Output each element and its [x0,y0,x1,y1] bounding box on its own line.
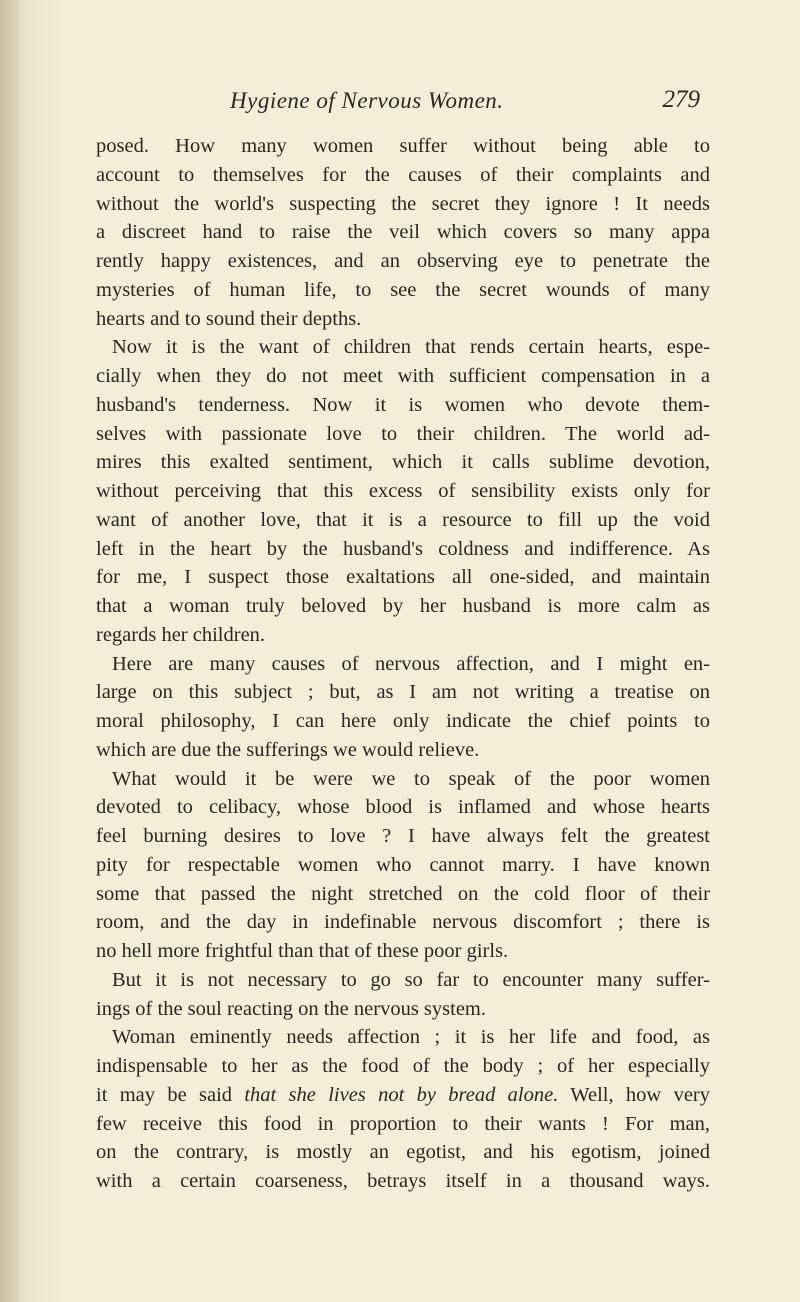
text-segment: Well, how very [558,1083,710,1106]
text-line: no hell more frightful than that of these poor girls. [96,940,509,962]
text-line: What would it be were we to speak of the poor women [112,767,710,790]
text-line: indispensable to her as the food of the body ; of her especially [96,1055,710,1077]
text-line: which are due the sufferings we would relieve. [96,738,480,761]
text-line: without perceiving that this excess of sensibility exists only for [96,480,710,502]
italic-quote: that she lives not by bread alone. [244,1083,559,1106]
text-line: mires this exalted sentiment, which it calls sublime devotion, [96,451,710,474]
text-line: some that passed the night stretched on the cold floor of their [96,882,710,905]
page-header [230,88,700,122]
body-text [96,132,710,1196]
text-line: But it is not necessary to go so far to encounter many suffer- [112,968,710,991]
text-line: want of another love, that it is a resource to fill up the void [96,508,710,531]
text-line: a discreet hand to raise the veil which covers so many appa [96,221,710,244]
text-line: mysteries of human life, to see the secret wounds of many [96,278,710,301]
text-line: that a woman truly beloved by her husband is more calm as [96,595,710,617]
running-title: Hygiene of Nervous Women. [230,88,504,113]
text-line: room, and the day in indefinable nervous discomfort ; there is [96,911,710,934]
text-line: rently happy existences, and an observing eye to penetrate the [96,250,710,272]
binding-shadow [0,0,22,1302]
text-line: regards her children. [96,623,266,646]
text-line: devoted to celibacy, whose blood is inflamed and whose hearts [96,796,710,819]
text-line: ings of the soul reacting on the nervous system. [96,997,487,1020]
text-line-with-italic [96,1081,710,1110]
text-line: Woman eminently needs affection ; it is her life and food, as [112,1026,710,1049]
text-line: selves with passionate love to their children. The world ad- [96,422,710,445]
text-segment: it may be said [96,1083,245,1106]
text-line: husband's tenderness. Now it is women who devote them- [96,393,710,416]
text-line: few receive this food in proportion to their wants ! For man, [96,1112,710,1135]
text-line: large on this subject ; but, as I am not writing a treatise on [96,681,710,704]
text-line: hearts and to sound their depths. [96,307,362,330]
text-line: for me, I suspect those exaltations all one-sided, and maintain [96,566,710,589]
text-line: Here are many causes of nervous affection, and I might en- [112,652,710,675]
text-line: posed. How many women suffer without being able to [96,135,710,157]
text-line: on the contrary, is mostly an egotist, and his egotism, joined [96,1141,710,1164]
text-line: without the world's suspecting the secret they ignore ! It needs [96,192,710,215]
text-line: left in the heart by the husband's coldness and indifference. As [96,537,710,560]
page-number: 279 [662,86,700,113]
text-line: with a certain coarseness, betrays itself in a thousand ways. [96,1170,710,1192]
text-line: pity for respectable women who cannot marry. I have known [96,853,710,876]
text-line: cially when they do not meet with sufficient compensation in a [96,365,710,387]
text-line: feel burning desires to love ? I have always felt the greatest [96,825,710,847]
text-line: moral philosophy, I can here only indicate the chief points to [96,710,710,732]
text-line: Now it is the want of children that rends certain hearts, espe- [112,336,710,359]
text-line: account to themselves for the causes of their complaints and [96,163,710,186]
